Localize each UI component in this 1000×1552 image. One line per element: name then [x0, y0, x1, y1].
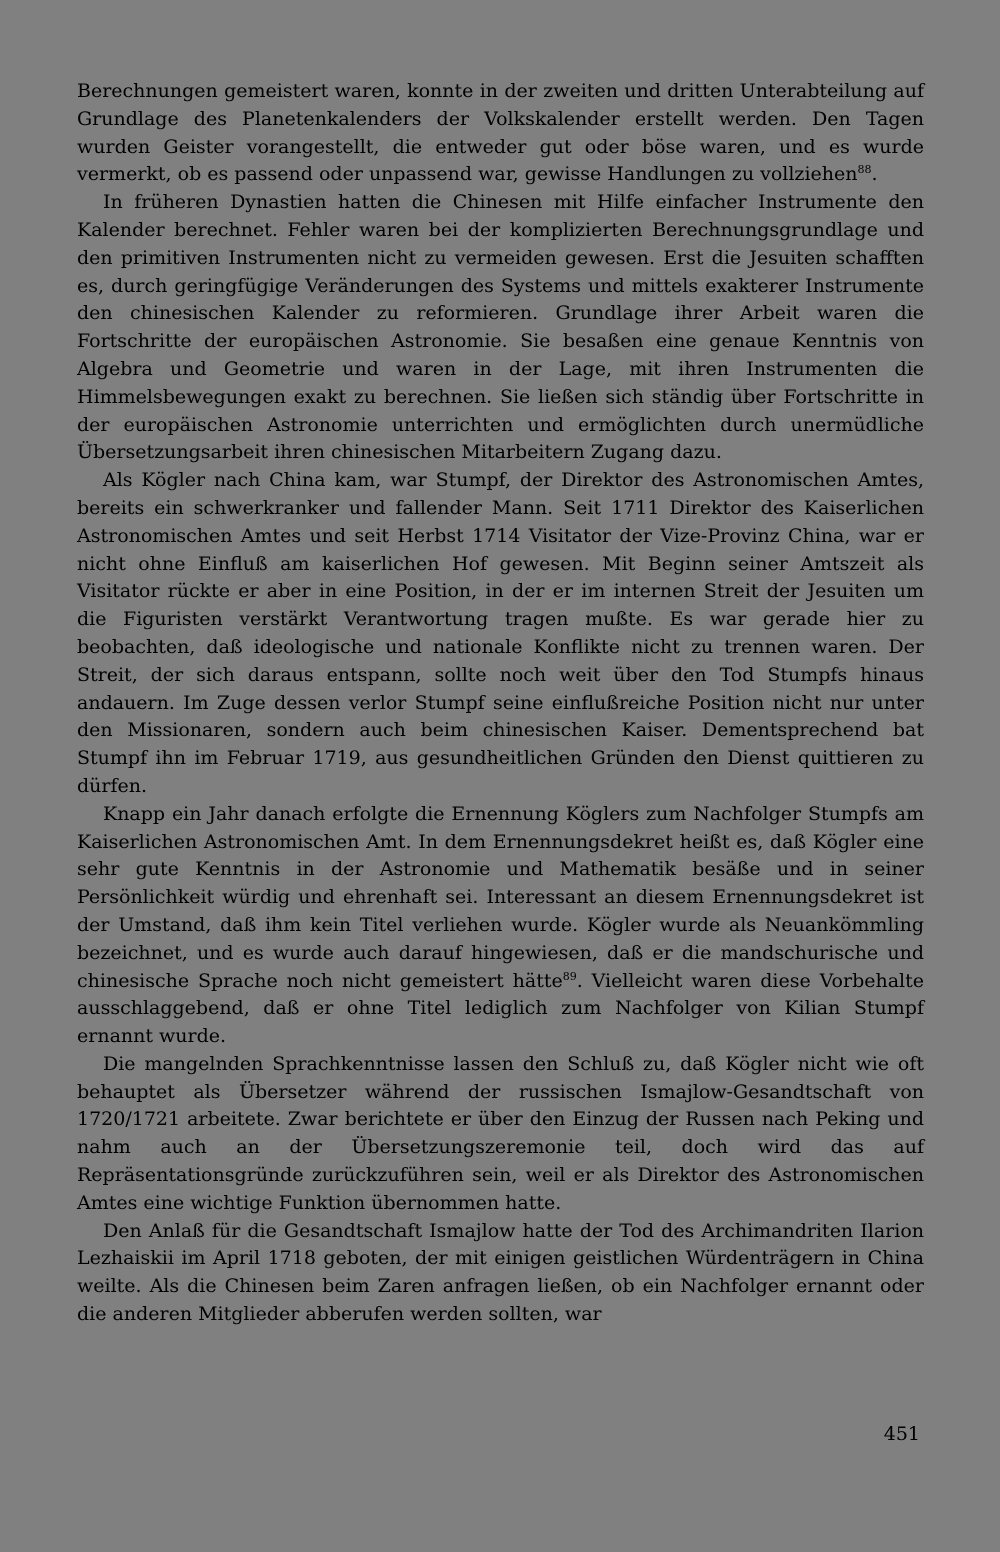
paragraph-5: Die mangelnden Sprachkenntnisse lassen den Schluß zu, daß Kögler nicht wie oft behauptet als Übersetzer während der russischen Ismajlow-Gesandtschaft von 1720/1721 arbeitete. Zwar berichtete er über den Einzug der Russen nach Peking und nahm auch an der Übersetzungszeremonie teil, doch wird das auf Repräsentationsgründe zurückzuführen sein, weil er als Direktor des Astronomischen Amtes eine wichtige Funktion übernommen hatte.: [77, 1052, 924, 1214]
paragraph-1-text: Berechnungen gemeistert waren, konnte in der zweiten und dritten Unterabteilung auf Grundlage des Planetenkalenders der Volkskalender erstellt werden. Den Tagen wurden Geister vorangestellt, die entweder gut oder böse waren, und es wurde vermerkt, ob es passend oder unpassend war, gewisse Handlungen zu vollziehen: [77, 80, 924, 186]
paragraph-4: [77, 801, 924, 1051]
paragraph-1-tail: .: [871, 163, 878, 186]
page-body: [77, 78, 924, 1329]
paragraph-4-tail: . Vielleicht waren diese Vorbehalte ausschlaggebend, daß er ohne Titel lediglich zum Nachfolger von Kilian Stumpf ernannt wurde.: [77, 969, 924, 1048]
page-number: 451: [883, 1423, 920, 1445]
footnote-ref-88[interactable]: 88: [857, 163, 872, 177]
footnote-ref-89[interactable]: 89: [562, 969, 577, 983]
paragraph-1: [77, 78, 924, 189]
paragraph-6: Den Anlaß für die Gesandtschaft Ismajlow hatte der Tod des Archimandriten Ilarion Lezhaiskii im April 1718 geboten, der mit einigen geistlichen Würdenträgern in China weilte. Als die Chinesen beim Zaren anfragen ließen, ob ein Nachfolger ernannt oder die anderen Mitglieder abberufen werden sollten, war: [77, 1219, 924, 1326]
paragraph-2: In früheren Dynastien hatten die Chinesen mit Hilfe einfacher Instrumente den Kalender berechnet. Fehler waren bei der komplizierten Berechnungsgrundlage und den primitiven Instrumenten nicht zu vermeiden gewesen. Erst die Jesuiten schafften es, durch geringfügige Veränderungen des Systems und mittels exakterer Instrumente den chinesischen Kalender zu reformieren. Grundlage ihrer Arbeit waren die Fortschritte der europäischen Astronomie. Sie besaßen eine genaue Kenntnis von Algebra und Geometrie und waren in der Lage, mit ihren Instrumenten die Himmelsbewegungen exakt zu berechnen. Sie ließen sich ständig über Fortschritte in der europäischen Astronomie unterrichten und ermöglichten durch unermüdliche Übersetzungsarbeit ihren chinesischen Mitarbeitern Zugang dazu.: [77, 191, 924, 464]
paragraph-4-text: Knapp ein Jahr danach erfolgte die Ernennung Köglers zum Nachfolger Stumpfs am Kaiserlichen Astronomischen Amt. In dem Ernennungsdekret heißt es, daß Kögler eine sehr gute Kenntnis in der Astronomie und Mathematik besäße und in seiner Persönlichkeit würdig und ehrenhaft sei. Interessant an diesem Ernennungsdekret ist der Umstand, daß ihm kein Titel verliehen wurde. Kögler wurde als Neuankömmling bezeichnet, und es wurde auch darauf hingewiesen, daß er die mandschurische und chinesische Sprache noch nicht gemeistert hätte: [77, 802, 924, 992]
paragraph-3: Als Kögler nach China kam, war Stumpf, der Direktor des Astronomischen Amtes, bereits ein schwerkranker und fallender Mann. Seit 1711 Direktor des Kaiserlichen Astronomischen Amtes und seit Herbst 1714 Visitator der Vize-Provinz China, war er nicht ohne Einfluß am kaiserlichen Hof gewesen. Mit Beginn seiner Amtszeit als Visitator rückte er aber in eine Position, in der er im internen Streit der Jesuiten um die Figuristen verstärkt Verantwortung tragen mußte. Es war gerade hier zu beobachten, daß ideologische und nationale Konflikte nicht zu trennen waren. Der Streit, der sich daraus entspann, sollte noch weit über den Tod Stumpfs hinaus andauern. Im Zuge dessen verlor Stumpf seine einflußreiche Position nicht nur unter den Missionaren, sondern auch beim chinesischen Kaiser. Dementsprechend bat Stumpf ihn im Februar 1719, aus gesundheitlichen Gründen den Dienst quittieren zu dürfen.: [77, 469, 924, 797]
